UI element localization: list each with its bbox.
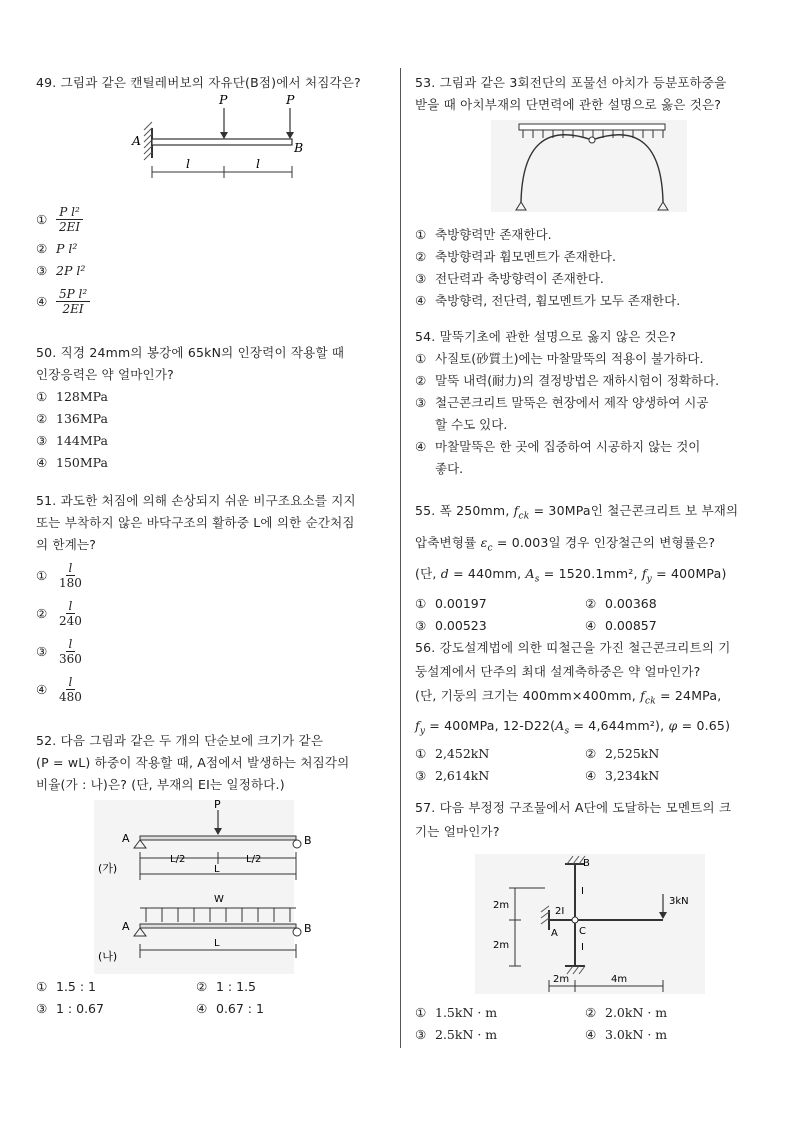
q55-stem-line1: 55. 폭 250mm, $f_{ck} = 30MPa$인 철근콘크리트 보 부재의 (415, 503, 739, 522)
q53-option-1[interactable]: ① 축방향력만 존재한다. (415, 227, 552, 242)
q53-stem-line1: 53. 그림과 같은 3회전단의 포물선 아치가 등분포하중을 (415, 75, 727, 90)
q55-option-3[interactable]: ③ 0.00523 (415, 617, 487, 633)
q52-half1: L/2 (170, 854, 186, 865)
q49-stem: 49. 그림과 같은 캔틸레버보의 자유단(B점)에서 처짐각은? (36, 75, 361, 90)
q55-option-2[interactable]: ② 0.00368 (585, 595, 657, 611)
question-52 (36, 730, 388, 1020)
q54-options (415, 348, 765, 480)
q49-option-4[interactable]: ④ $\frac{\text{5P l²}}{2EI}$ (36, 282, 388, 320)
q57-label-a: A (551, 928, 558, 939)
question-54 (415, 326, 765, 480)
q52-option-4[interactable]: ④ 0.67 : 1 (196, 1001, 264, 1016)
q55-options (415, 593, 765, 637)
q54-option-3-cont: 할 수도 있다. (435, 417, 508, 432)
question-51 (36, 490, 388, 708)
q56-stem-line4: $f_y = 400MPa$, $12-D22(A_s = 4,644mm^2)$, φ = 0.65) (415, 717, 731, 736)
q52-label-ga: (가) (98, 862, 118, 875)
q51-stem-line3: 의 한계는? (36, 537, 97, 552)
q52-options (36, 976, 388, 1020)
question-56 (415, 636, 765, 787)
q56-option-3[interactable]: ③ 2,614kN (415, 768, 490, 783)
q57-frame-figure (415, 850, 765, 998)
q50-option-3[interactable]: ③ 144MPa (36, 433, 108, 448)
q51-option-4[interactable]: ④ $\frac{l}{480}$ (36, 674, 82, 704)
q52-option-3[interactable]: ③ 1 : 0.67 (36, 1001, 104, 1016)
q52-load-w: W (214, 894, 224, 905)
q56-stem-line3: (단, 기둥의 크기는 400mm×400mm, $f_{ck} = 24MPa$, (415, 688, 722, 707)
q53-option-3[interactable]: ③ 전단력과 축방향력이 존재한다. (415, 271, 604, 286)
q51-stem-line1: 51. 과도한 처짐에 의해 손상되지 쉬운 비구조요소를 지지 (36, 493, 356, 508)
q57-dim-2m-lower: 2m (493, 940, 510, 951)
q51-stem-line2: 또는 부착하지 않은 바닥구조의 활하중 L에 의한 순간처짐 (36, 515, 355, 530)
q57-options (415, 1002, 765, 1046)
q52-b1: B (304, 834, 312, 847)
q57-width-2m: 2m (553, 974, 570, 985)
q57-label-b: B (583, 858, 590, 869)
q54-option-3[interactable]: ③ 철근콘크리트 말뚝은 현장에서 제작 양생하여 시공 (415, 395, 709, 410)
q49-load-p1: P (219, 94, 228, 107)
q57-dim-2m-upper: 2m (493, 900, 510, 911)
question-50 (36, 342, 388, 474)
q49-option-1[interactable]: ① $\frac{\text{P l²}}{2EI}$ (36, 200, 388, 238)
q52-simple-beams-figure (36, 800, 388, 974)
q50-stem-line1: 50. 직경 24mm의 봉강에 65kN의 인장력이 작용할 때 (36, 345, 345, 360)
q50-option-2[interactable]: ② 136MPa (36, 411, 108, 426)
q52-stem-line2: (P = wL) 하중이 작용할 때, A점에서 발생하는 처짐각의 (36, 755, 350, 770)
q52-load-p: P (214, 800, 221, 811)
q49-options (36, 200, 388, 320)
q49-option-3[interactable]: ③ 2P l² (36, 263, 86, 278)
q52-span1: L (214, 864, 220, 875)
q52-a2: A (122, 920, 130, 933)
q52-stem-line3: 비율(가 : 나)은? (단, 부재의 EI는 일정하다.) (36, 777, 285, 792)
q57-inertia-2i: 2I (555, 906, 565, 917)
q57-option-3[interactable]: ③ 2.5kN · m (415, 1027, 498, 1042)
q49-label-b: B (294, 140, 304, 155)
q54-option-4-cont: 좋다. (435, 461, 464, 476)
q57-option-1[interactable]: ① 1.5kN · m (415, 1005, 498, 1020)
question-57 (415, 796, 765, 1046)
q57-width-4m: 4m (611, 974, 628, 985)
q50-option-1[interactable]: ① 128MPa (36, 389, 108, 404)
q49-span-l1: l (186, 156, 190, 171)
q56-stem-line1: 56. 강도설계법에 의한 띠철근을 가진 철근콘크리트의 기 (415, 640, 731, 655)
q56-option-2[interactable]: ② 2,525kN (585, 746, 660, 761)
q56-option-4[interactable]: ④ 3,234kN (585, 768, 660, 783)
q57-stem-line2: 기는 얼마인가? (415, 824, 500, 839)
q50-options (36, 386, 388, 474)
q54-option-1[interactable]: ① 사질토(砂質土)에는 마찰말뚝의 적용이 불가하다. (415, 351, 704, 366)
q56-option-1[interactable]: ① 2,452kN (415, 746, 490, 761)
q54-option-4[interactable]: ④ 마찰말뚝은 한 곳에 집중하여 시공하지 않는 것이 (415, 439, 701, 454)
q52-a1: A (122, 832, 130, 845)
q56-stem-line2: 둥설계에서 단주의 최대 설계축하중은 약 얼마인가? (415, 664, 701, 679)
q49-label-a: A (132, 133, 142, 148)
q52-span2: L (214, 938, 220, 949)
q55-option-4[interactable]: ④ 0.00857 (585, 617, 657, 633)
q53-options (415, 224, 765, 312)
q51-option-1[interactable]: ① $\frac{l}{180}$ (36, 560, 82, 590)
q53-option-2[interactable]: ② 축방향력과 휨모멘트가 존재한다. (415, 249, 616, 264)
q52-option-2[interactable]: ② 1 : 1.5 (196, 979, 256, 994)
column-divider (400, 68, 401, 1048)
q57-load-3kn: 3kN (669, 896, 689, 907)
question-49 (36, 72, 388, 320)
q52-option-1[interactable]: ① 1.5 : 1 (36, 979, 96, 994)
q53-stem-line2: 받을 때 아치부재의 단면력에 관한 설명으로 옳은 것은? (415, 97, 722, 112)
q57-option-4[interactable]: ④ 3.0kN · m (585, 1027, 668, 1042)
q57-label-c: C (579, 926, 586, 937)
q49-span-l2: l (256, 156, 260, 171)
q49-cantilever-figure (36, 94, 388, 196)
q55-option-1[interactable]: ① 0.00197 (415, 595, 487, 611)
q52-b2: B (304, 922, 312, 935)
q52-half2: L/2 (246, 854, 262, 865)
q52-label-na: (나) (98, 950, 118, 963)
q55-stem-line3: (단, d = 440mm, $A_s = 1520.1mm^2$, $f_y = 400MPa$) (415, 566, 727, 585)
q51-option-3[interactable]: ③ $\frac{l}{360}$ (36, 636, 82, 666)
question-53 (415, 72, 765, 312)
q57-inertia-1: I (581, 886, 584, 897)
q56-options (415, 743, 765, 787)
q55-stem-line2: 압축변형률 $\varepsilon_c = 0.003$일 경우 인장철근의 변형률은? (415, 534, 716, 553)
q54-stem: 54. 말뚝기초에 관한 설명으로 옳지 않은 것은? (415, 329, 677, 344)
q54-option-2[interactable]: ② 말뚝 내력(耐力)의 결정방법은 재하시험이 정확하다. (415, 373, 720, 388)
q50-option-4[interactable]: ④ 150MPa (36, 455, 108, 470)
q53-arch-figure (415, 120, 765, 212)
q51-option-2[interactable]: ② $\frac{l}{240}$ (36, 598, 82, 628)
q57-inertia-3: I (581, 942, 584, 953)
q57-stem-line1: 57. 다음 부정정 구조물에서 A단에 도달하는 모멘트의 크 (415, 800, 732, 815)
q57-option-2[interactable]: ② 2.0kN · m (585, 1005, 668, 1020)
q49-load-p2: P (286, 94, 295, 107)
q53-option-4[interactable]: ④ 축방향력, 전단력, 휨모멘트가 모두 존재한다. (415, 293, 681, 308)
q51-options (36, 556, 388, 708)
question-55 (415, 498, 765, 637)
q50-stem-line2: 인장응력은 약 얼마인가? (36, 367, 174, 382)
q52-stem-line1: 52. 다음 그림과 같은 두 개의 단순보에 크기가 같은 (36, 733, 324, 748)
q49-option-2[interactable]: ② P l² (36, 241, 78, 256)
